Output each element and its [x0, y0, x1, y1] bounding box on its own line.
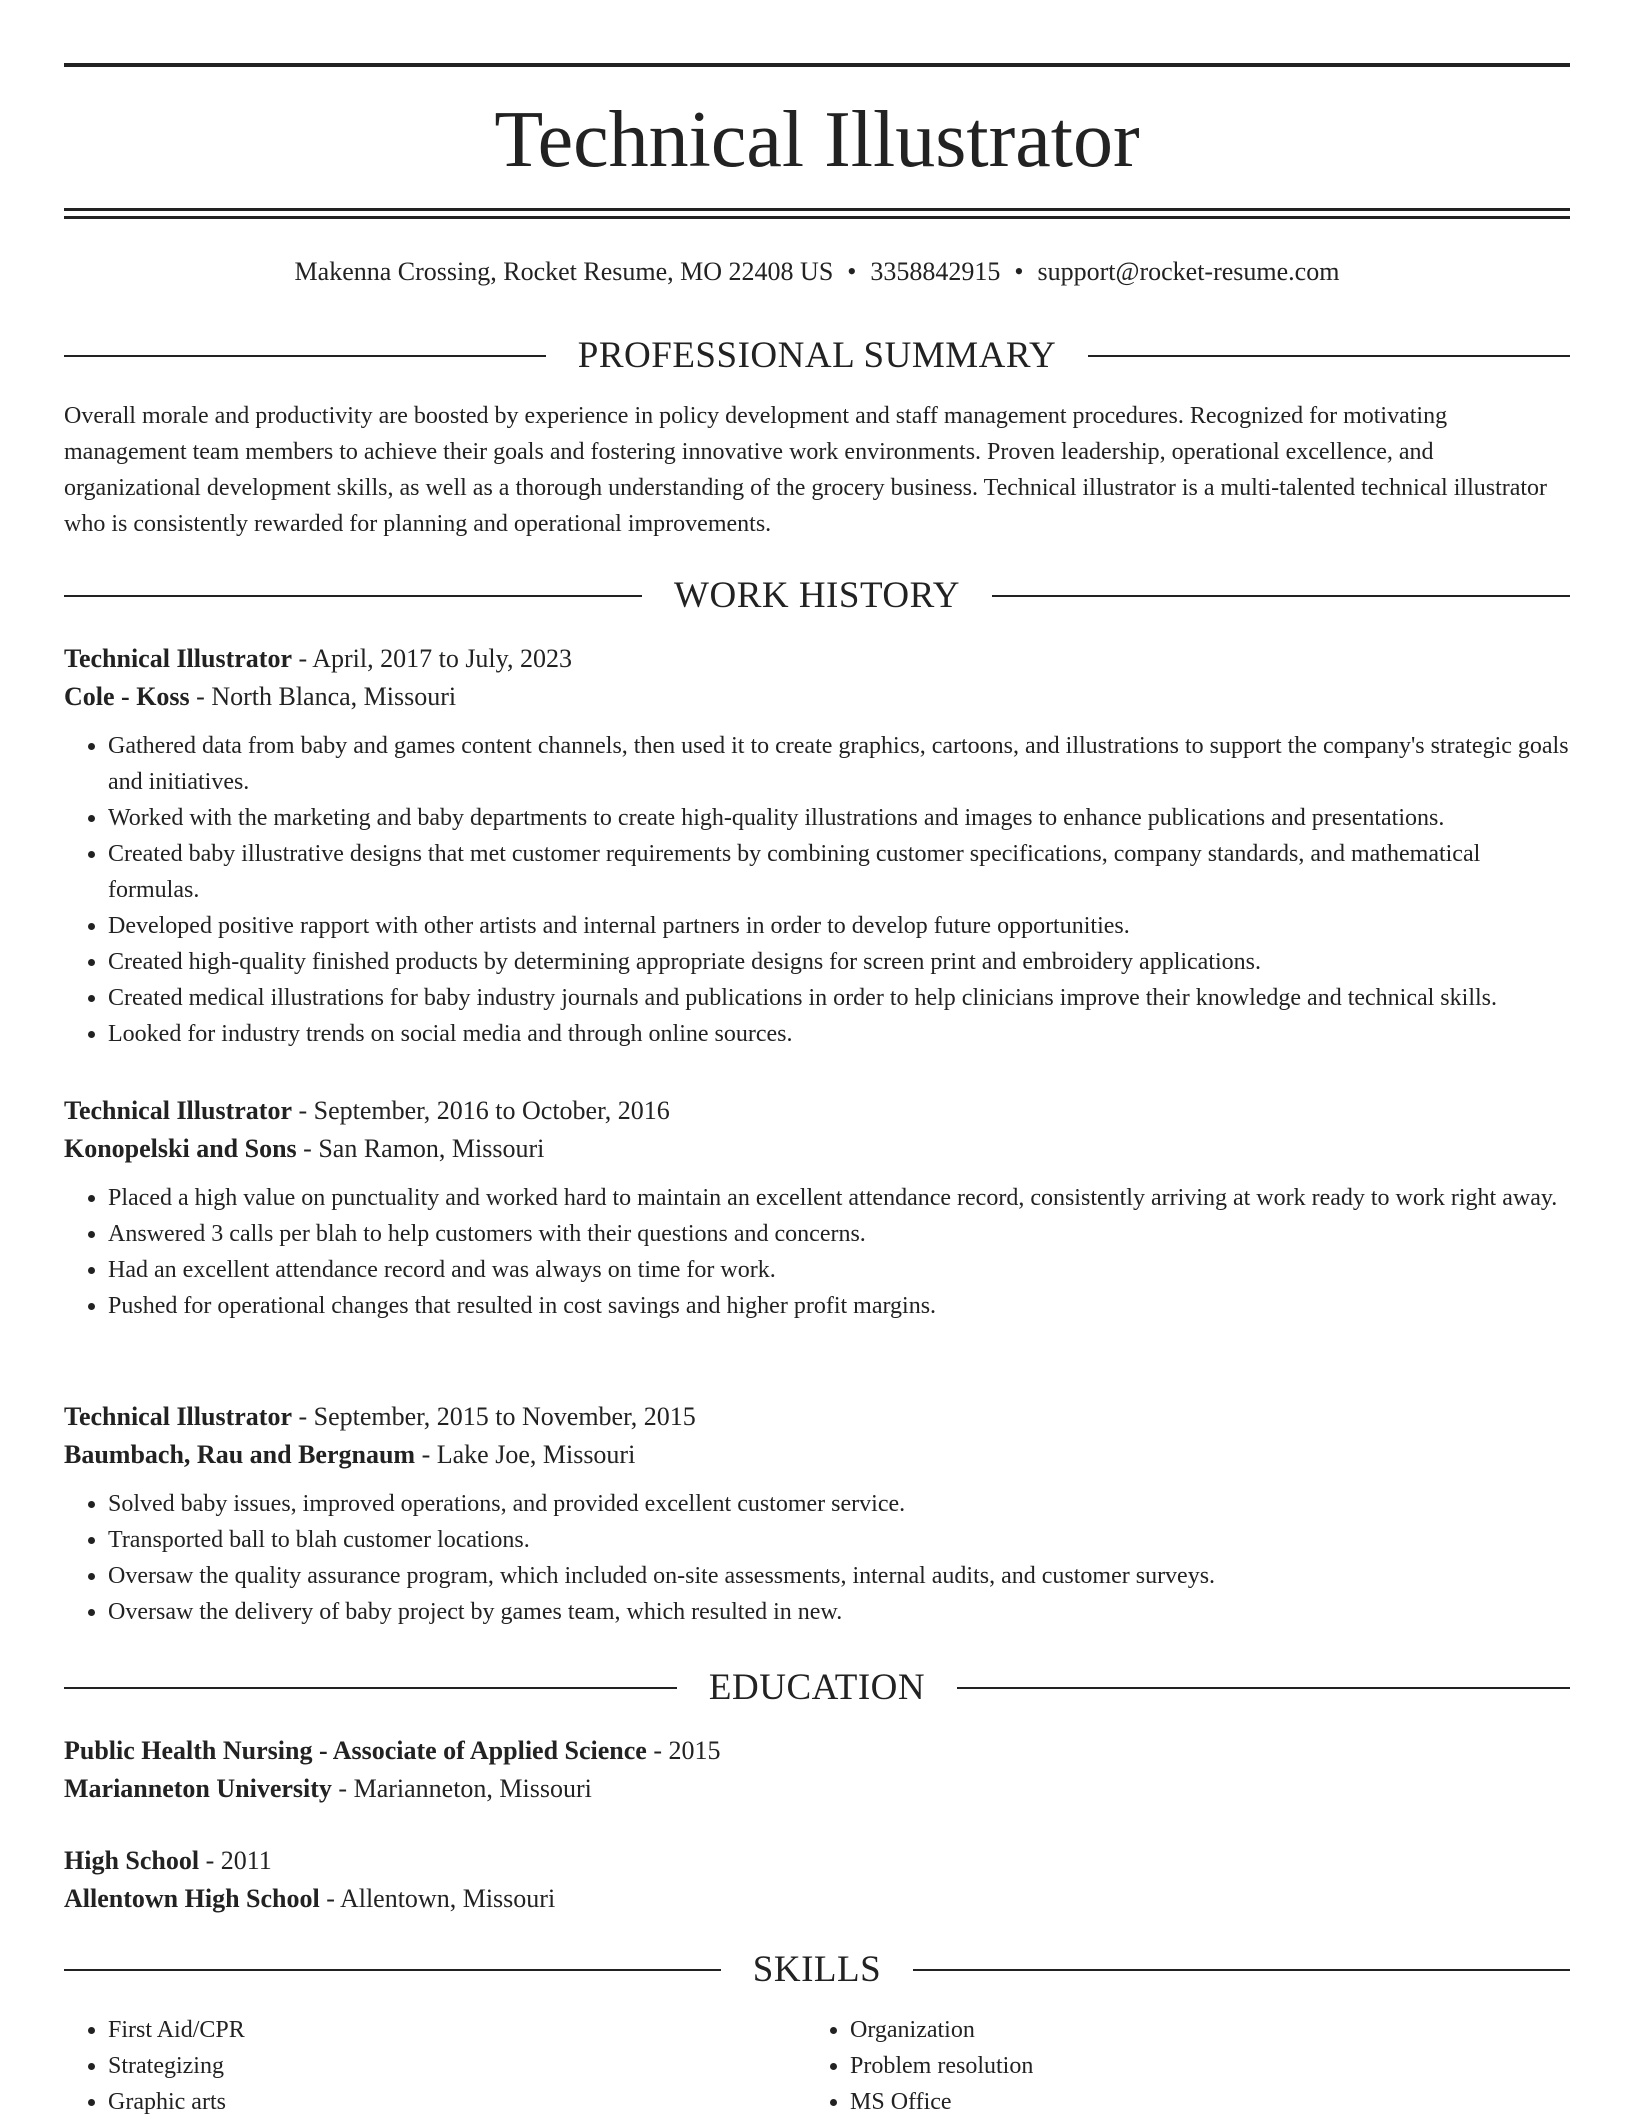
job-dates: - September, 2016 to October, 2016 — [291, 1096, 670, 1125]
education-degree-line — [64, 1842, 1570, 1880]
education-school-line — [64, 1880, 1570, 1918]
section-title: PROFESSIONAL SUMMARY — [577, 335, 1057, 376]
job-bullet: • Gathered data from baby and games content channels, then used it to create graphics, cartoons, and illustrations to support the company's strategic goals and initiatives. — [108, 728, 1570, 800]
job-location: - San Ramon, Missouri — [296, 1134, 545, 1163]
summary-text: Overall morale and productivity are boosted by experience in policy development and staff management procedures. Recognized for motivating management team members to achieve their goals and fostering innovative work environments. Proven leadership, operational excellence, and organizational development skills, as well as a thorough understanding of the grocery business. Technical illustrator is a multi-talented technical illustrator who is consistently rewarded for planning and operational improvements. — [64, 403, 1548, 537]
job-dates: - April, 2017 to July, 2023 — [291, 644, 572, 673]
section-rule-left — [64, 1969, 721, 1971]
education-degree: High School — [64, 1846, 200, 1875]
education-school-line — [64, 1770, 1570, 1808]
title-rule-lower — [64, 216, 1570, 219]
job-company: Konopelski and Sons — [64, 1134, 297, 1163]
section-rule-right — [913, 1969, 1570, 1971]
top-rule — [64, 63, 1570, 67]
education-school: Marianneton University — [64, 1774, 332, 1803]
job-entry — [64, 1092, 1570, 1324]
section-rule-left — [64, 595, 642, 597]
skill-item: • First Aid/CPR — [108, 2012, 806, 2048]
job-bullet: • Pushed for operational changes that resulted in cost savings and higher profit margins. — [108, 1288, 1570, 1324]
skill-item: • Organization — [850, 2012, 1548, 2048]
contact-separator: • — [847, 257, 857, 286]
contact-line — [64, 254, 1570, 290]
job-bullets — [64, 1180, 1570, 1324]
job-bullet: • Looked for industry trends on social media and through online sources. — [108, 1016, 1570, 1052]
job-company: Cole - Koss — [64, 682, 190, 711]
section-rule-left — [64, 1687, 677, 1689]
education-degree-line — [64, 1732, 1570, 1770]
contact-phone: 3358842915 — [870, 257, 1001, 286]
job-company-line — [64, 1130, 1570, 1168]
education-location: - Marianneton, Missouri — [331, 1774, 592, 1803]
job-bullet: • Developed positive rapport with other artists and internal partners in order to develop future opportunities. — [108, 908, 1570, 944]
job-bullet: • Worked with the marketing and baby departments to create high-quality illustrations and images to enhance publications and presentations. — [108, 800, 1570, 836]
job-bullet: • Created baby illustrative designs that met customer requirements by combining customer specifications, company standards, and mathematical formulas. — [108, 836, 1570, 908]
section-rule-right — [1088, 355, 1570, 357]
skills-list — [64, 2012, 1570, 2120]
job-bullet: • Oversaw the delivery of baby project by games team, which resulted in new. — [108, 1594, 1570, 1630]
education-location: - Allentown, Missouri — [319, 1884, 556, 1913]
job-title-line — [64, 1398, 1570, 1436]
job-location: - Lake Joe, Missouri — [415, 1440, 636, 1469]
skill-item: • Problem resolution — [850, 2048, 1548, 2084]
job-company-line — [64, 1436, 1570, 1474]
section-rule-right — [992, 595, 1570, 597]
job-bullet: • Answered 3 calls per blah to help customers with their questions and concerns. — [108, 1216, 1570, 1252]
resume-title: Technical Illustrator — [494, 96, 1140, 184]
education-year: - 2011 — [199, 1846, 272, 1875]
section-header-summary — [64, 334, 1570, 378]
job-bullet: • Had an excellent attendance record and was always on time for work. — [108, 1252, 1570, 1288]
section-rule-right — [957, 1687, 1570, 1689]
job-bullets — [64, 728, 1570, 1052]
job-title-line — [64, 1092, 1570, 1130]
contact-separator: • — [1014, 257, 1024, 286]
education-degree: Public Health Nursing - Associate of Applied Science — [64, 1736, 647, 1765]
skills-column-left — [64, 2012, 806, 2120]
contact-email: support@rocket-resume.com — [1037, 257, 1340, 286]
education-entry — [64, 1842, 1570, 1918]
section-title: WORK HISTORY — [674, 575, 960, 616]
job-company: Baumbach, Rau and Bergnaum — [64, 1440, 416, 1469]
job-bullet: • Solved baby issues, improved operations, and provided excellent customer service. — [108, 1486, 1570, 1522]
job-bullet: • Created medical illustrations for baby industry journals and publications in order to help clinicians improve their knowledge and technical skills. — [108, 980, 1570, 1016]
job-title: Technical Illustrator — [64, 1402, 292, 1431]
education-school: Allentown High School — [64, 1884, 320, 1913]
job-bullet: • Created high-quality finished products by determining appropriate designs for screen print and embroidery applications. — [108, 944, 1570, 980]
job-title: Technical Illustrator — [64, 1096, 292, 1125]
section-title: EDUCATION — [708, 1667, 926, 1708]
job-bullet: • Transported ball to blah customer locations. — [108, 1522, 1570, 1558]
job-bullet: • Oversaw the quality assurance program, which included on-site assessments, internal audits, and customer surveys. — [108, 1558, 1570, 1594]
title-rule-upper — [64, 208, 1570, 211]
job-dates: - September, 2015 to November, 2015 — [291, 1402, 696, 1431]
job-bullet: • Placed a high value on punctuality and worked hard to maintain an excellent attendance record, consistently arriving at work ready to work right away. — [108, 1180, 1570, 1216]
section-header-skills — [64, 1948, 1570, 1992]
education-year: - 2015 — [646, 1736, 721, 1765]
job-location: - North Blanca, Missouri — [189, 682, 457, 711]
education-entry — [64, 1732, 1570, 1808]
contact-address: Makenna Crossing, Rocket Resume, MO 22408 US — [294, 257, 834, 286]
job-title: Technical Illustrator — [64, 644, 292, 673]
skill-item: • MS Office — [850, 2084, 1548, 2120]
section-header-work — [64, 574, 1570, 618]
skill-item: • Strategizing — [108, 2048, 806, 2084]
job-bullets — [64, 1486, 1570, 1630]
job-title-line — [64, 640, 1570, 678]
section-rule-left — [64, 355, 546, 357]
section-title: SKILLS — [752, 1949, 882, 1990]
job-entry — [64, 1398, 1570, 1630]
job-entry — [64, 640, 1570, 1052]
skill-item: • Graphic arts — [108, 2084, 806, 2120]
job-company-line — [64, 678, 1570, 716]
skills-column-right — [806, 2012, 1548, 2120]
section-header-education — [64, 1666, 1570, 1710]
